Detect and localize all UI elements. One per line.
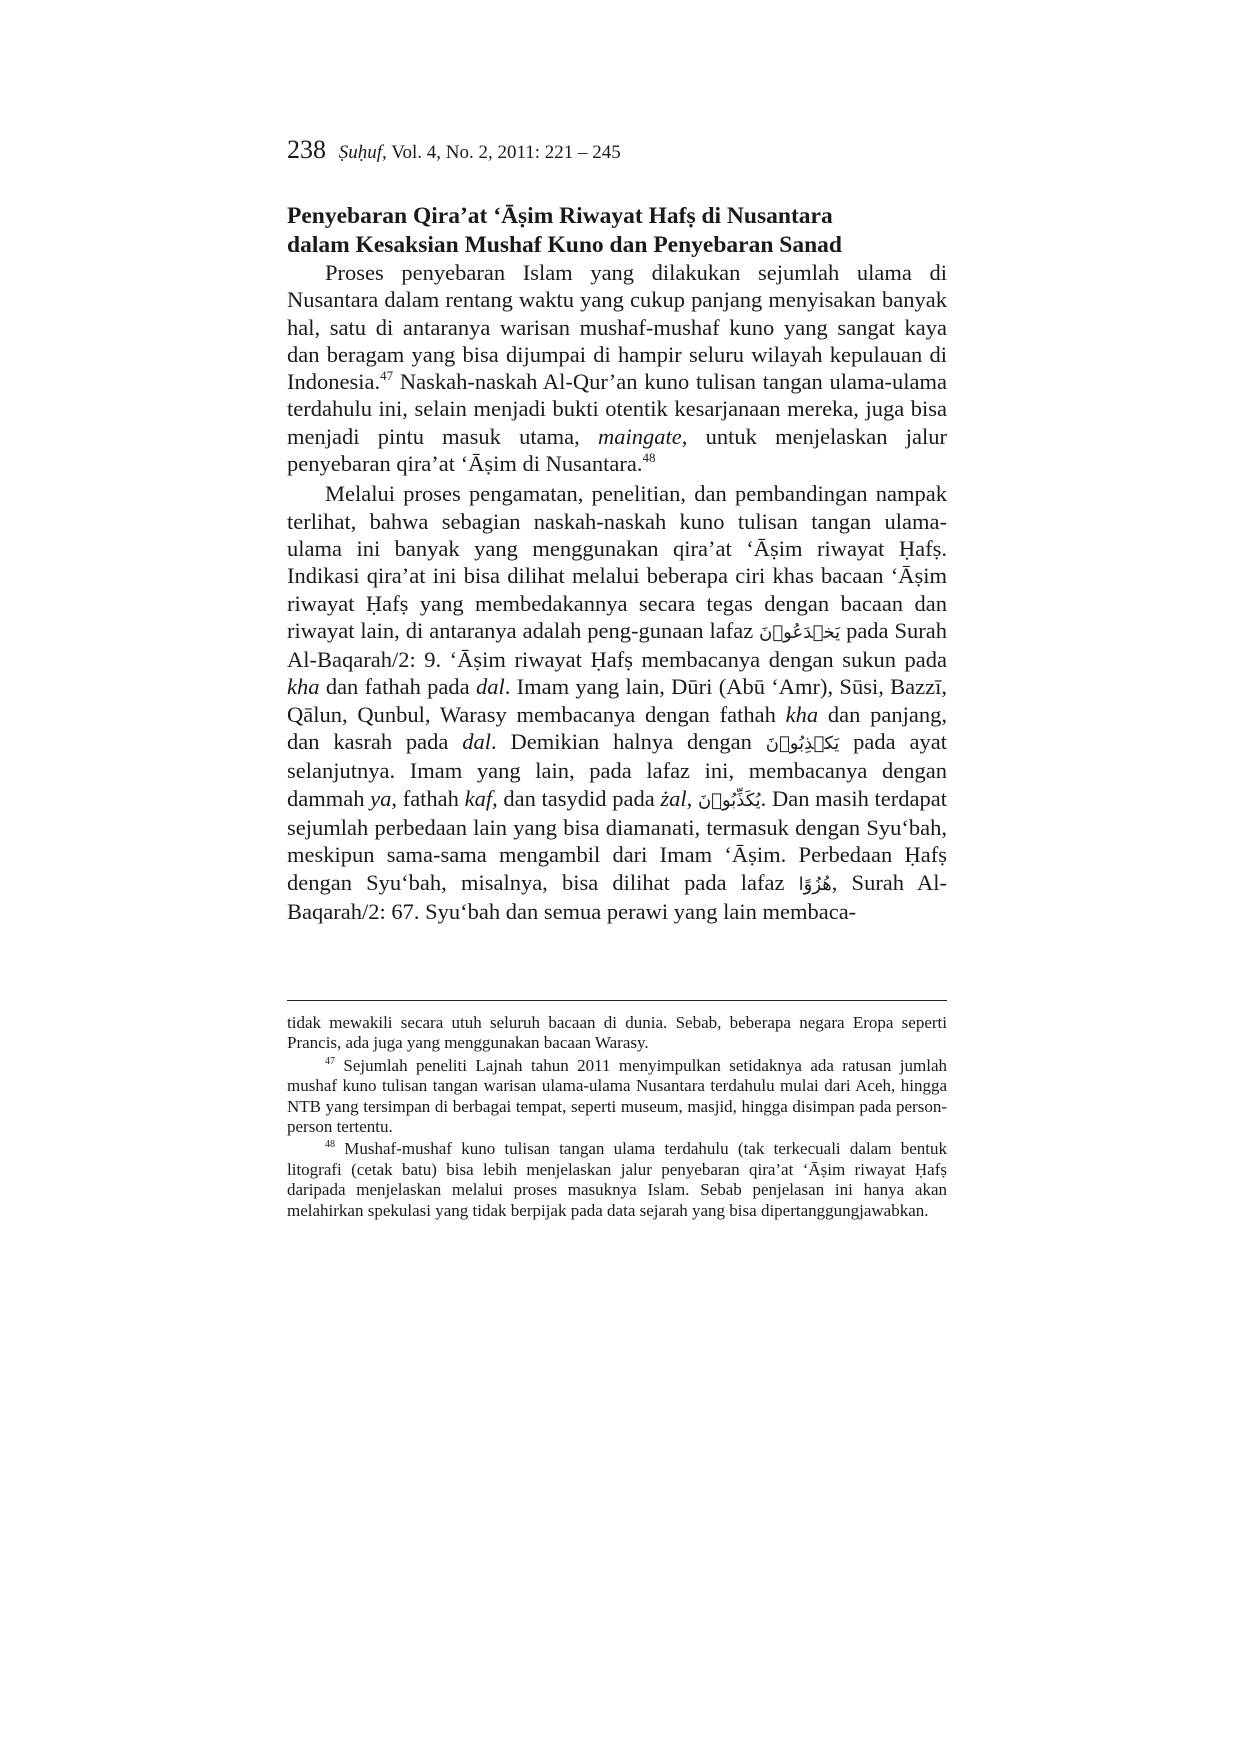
journal-citation: , Vol. 4, No. 2, 2011: 221 – 245 bbox=[382, 142, 621, 163]
footnotes bbox=[287, 1013, 947, 1221]
arabic-word-yakdhibun: يَكۡذِبُوۡنَ bbox=[765, 733, 840, 755]
footnote-continued: tidak mewakili secara utuh seluruh bacaan di dunia. Sebab, beberapa negara Eropa seperti Prancis, ada juga yang menggunakan bacaan Warasy. bbox=[287, 1013, 947, 1053]
italic-term: ya bbox=[370, 785, 392, 811]
text-run: Melalui proses pengamatan, penelitian, dan pembandingan nampak terlihat, bahwa sebagian naskah-naskah kuno tulisan tangan ulama-ulama ini banyak yang menggunakan qira’at ‘Āṣim riwayat Ḥafṣ. Indikasi qira’at ini bisa dilihat melalui beberapa ciri khas bacaan ‘Āṣim riwayat Ḥafṣ yang membedakannya secara tegas dengan bacaan dan riwayat lain, di antaranya adalah peng-gunaan lafaz bbox=[287, 481, 947, 643]
footnote-ref-47[interactable]: 47 bbox=[380, 368, 394, 384]
italic-term: kha bbox=[287, 674, 320, 700]
text-run: . Dan masih terdapat sejumlah perbedaan lain yang bisa diamanati, termasuk dengan Syu‘bah, meskipun sama-sama mengambil dari Imam ‘Āṣim. Perbedaan Ḥafṣ dengan Syu‘bah, misalnya, bisa dilihat pada lafaz bbox=[287, 785, 947, 895]
arabic-word-huzuwan: هُزُوًا bbox=[798, 873, 832, 895]
section-heading bbox=[287, 202, 947, 260]
footnote-number-48: 48 bbox=[325, 1139, 335, 1151]
italic-term: maingate bbox=[598, 423, 682, 449]
italic-term: żal bbox=[660, 785, 687, 811]
text-run: , fathah bbox=[391, 785, 465, 811]
paragraph-2 bbox=[287, 480, 947, 925]
section-heading-line-2: dalam Kesaksian Mushaf Kuno dan Penyebaran Sanad bbox=[287, 232, 843, 258]
footnote-48 bbox=[287, 1139, 947, 1221]
italic-term: dal bbox=[475, 674, 505, 700]
section-heading-line-1: Penyebaran Qira’at ‘Āṣim Riwayat Hafṣ di Nusantara bbox=[287, 203, 833, 229]
page-number: 238 bbox=[287, 135, 326, 164]
footnote-number-47: 47 bbox=[325, 1055, 335, 1067]
italic-term: dal bbox=[462, 729, 492, 755]
footnote-divider bbox=[287, 1000, 947, 1001]
text-run: . Demikian halnya dengan bbox=[491, 729, 766, 755]
journal-title: Ṣuḥuf bbox=[338, 142, 383, 163]
body-text bbox=[287, 259, 947, 925]
footnote-text-48: Mushaf-mushaf kuno tulisan tangan ulama terdahulu (tak terkecuali dalam bentuk litografi (cetak batu) bisa lebih menjelaskan jalur penyebaran qira’at ‘Āṣim riwayat Ḥafṣ daripada menjelaskan melalui proses masuknya Islam. Sebab penjelasan ini hanya akan melahirkan spekulasi yang tidak berpijak pada data sejarah yang bisa dipertanggungjawabkan. bbox=[287, 1139, 947, 1220]
text-run: Naskah-naskah Al-Qur’an kuno tulisan tangan ulama-ulama terdahulu ini, selain menjadi bukti otentik kesarjanaan mereka, juga bisa menjadi pintu masuk utama, bbox=[287, 369, 947, 449]
text-run: , dan tasydid pada bbox=[492, 785, 661, 811]
footnote-47 bbox=[287, 1056, 947, 1138]
footnote-text-47: Sejumlah peneliti Lajnah tahun 2011 menyimpulkan setidaknya ada ratusan jumlah mushaf kuno tulisan tangan warisan ulama-ulama Nusantara terdahulu mulai dari Aceh, hingga NTB yang tersimpan di berbagai tempat, seperti museum, masjid, hingga disimpan pada person-person tertentu. bbox=[287, 1055, 947, 1137]
text-run: pada Surah Al-Baqarah/2: 9. ‘Āṣim riwayat Ḥafṣ membacanya dengan sukun pada bbox=[287, 617, 948, 673]
arabic-word-yukadhdhibun: يُكَذِّبُوۡنَ bbox=[697, 789, 761, 811]
text-run: , bbox=[686, 785, 698, 811]
running-header bbox=[287, 135, 947, 165]
text-run: , untuk menjelaskan jalur penyebaran qira’at ‘Āṣim di Nusantara. bbox=[287, 423, 947, 477]
italic-term: kaf bbox=[464, 785, 493, 811]
text-run: dan fathah pada bbox=[319, 674, 476, 700]
italic-term: kha bbox=[785, 701, 819, 727]
text-run: pada ayat selanjutnya. Imam yang lain, pada lafaz ini, membacanya dengan dammah bbox=[287, 729, 947, 811]
footnote-ref-48[interactable]: 48 bbox=[642, 450, 656, 466]
text-run: dan panjang, dan kasrah pada bbox=[287, 701, 947, 755]
text-run: . Imam yang lain, Dūri (Abū ‘Amr), Sūsi, Bazzī, Qālun, Qunbul, Warasy membacanya dengan fathah bbox=[287, 674, 947, 727]
paragraph-1 bbox=[287, 259, 947, 477]
text-run: Proses penyebaran Islam yang dilakukan sejumlah ulama di Nusantara dalam rentang waktu yang cukup panjang menyisakan banyak hal, satu di antaranya warisan mushaf-mushaf kuno yang sangat kaya dan beragam yang bisa dijumpai di hampir seluru wilayah kepulauan di Indonesia. bbox=[287, 260, 947, 395]
text-run: , Surah Al-Baqarah/2: 67. Syu‘bah dan semua perawi yang lain membaca- bbox=[287, 869, 947, 924]
arabic-word-yakhdaun: يَخۡدَعُوۡنَ bbox=[759, 621, 841, 643]
